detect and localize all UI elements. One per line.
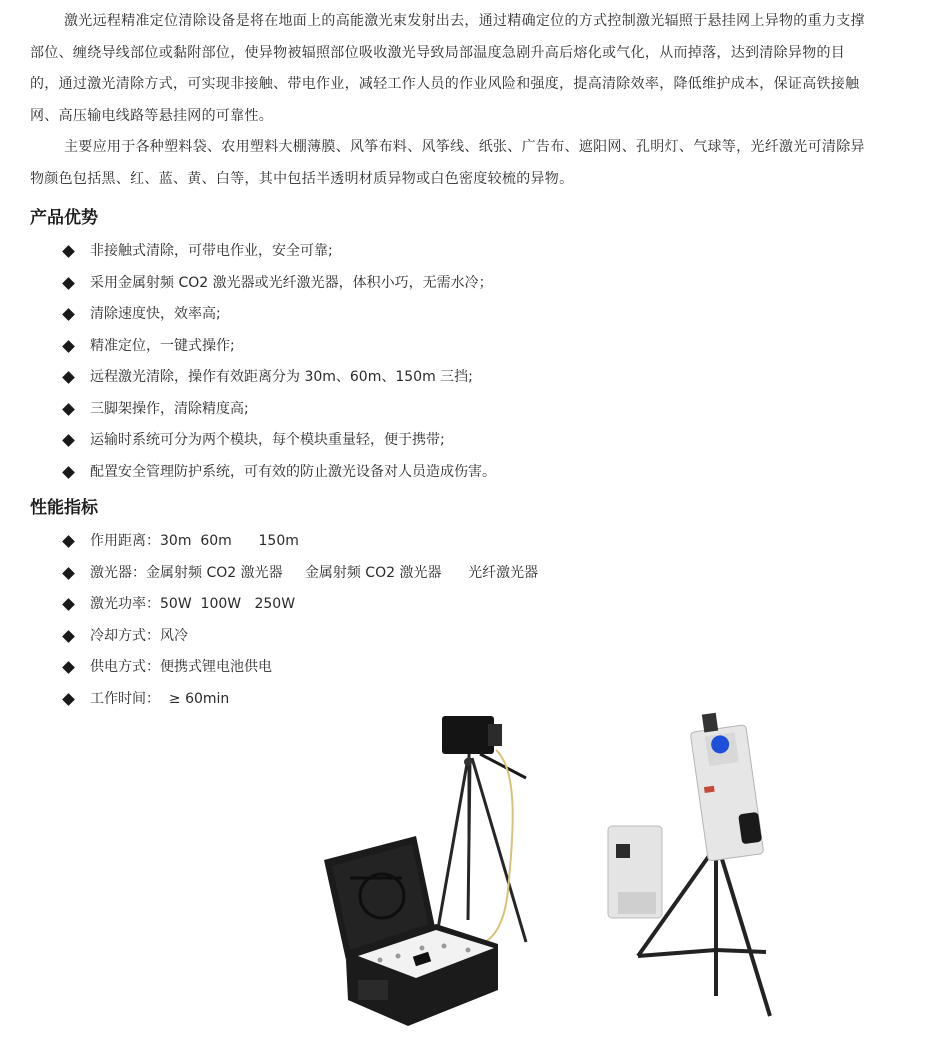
list-item-text: 精准定位，一键式操作; <box>90 337 235 354</box>
intro-paragraph-2: 主要应用于各种塑料袋、农用塑料大棚薄膜、风筝布料、风筝线、纸张、广告布、遮阳网、孔明灯、气球等，光纤激光可清除异物颜色包括黑、红、蓝、黄、白等，其中包括半透明材质异物或白色密度较梳的异物。 <box>30 139 865 187</box>
intro-paragraph-1: 激光远程精准定位清除设备是将在地面上的高能激光束发射出去，通过精确定位的方式控制激光辐照于悬挂网上异物的重力支撑部位、缠绕导线部位或黏附部位，使异物被辐照部位吸收激光导致局部温度急剧升高后熔化或气化，从而掉落，达到清除异物的目的，通过激光清除方式，可实现非接触、带电作业，减轻工作人员的作业风险和强度，提高清除效率，降低维护成本，保证高铁接触网、高压输电线路等悬挂网的可靠性。 <box>30 13 865 124</box>
diamond-bullet-icon <box>62 535 75 548</box>
list-item-text: 工作时间： ≥ 60min <box>90 690 230 707</box>
diamond-bullet-icon <box>62 371 75 384</box>
advantages-heading: 产品优势 <box>30 208 98 228</box>
diamond-bullet-icon <box>62 630 75 643</box>
list-item-text: 非接触式清除，可带电作业，安全可靠; <box>90 243 333 259</box>
list-item-text: 清除速度快，效率高; <box>90 306 221 322</box>
diamond-bullet-icon <box>62 567 75 580</box>
list-item-text: 采用金属射频 CO2 激光器或光纤激光器，体积小巧，无需水冷； <box>90 274 493 291</box>
list-item <box>62 394 496 426</box>
list-item <box>62 425 496 457</box>
diamond-bullet-icon <box>62 403 75 416</box>
diamond-bullet-icon <box>62 277 75 290</box>
list-item <box>62 331 496 363</box>
list-item <box>62 526 538 558</box>
list-item-text: 供电方式：便携式锂电池供电 <box>90 659 272 675</box>
list-item-text: 配置安全管理防护系统，可有效的防止激光设备对人员造成伤害。 <box>90 463 496 480</box>
list-item <box>62 457 496 489</box>
diamond-bullet-icon <box>62 466 75 479</box>
battery-box <box>608 826 662 918</box>
list-item <box>62 362 496 394</box>
diamond-bullet-icon <box>62 434 75 447</box>
list-item-text: 激光功率：50W 100W 250W <box>90 596 296 612</box>
diamond-bullet-icon <box>62 598 75 611</box>
product-photo-case-tripod <box>318 710 550 1028</box>
list-item <box>62 558 538 590</box>
list-item-text: 作用距离：30m 60m 150m <box>90 533 299 549</box>
diamond-bullet-icon <box>62 308 75 321</box>
list-item <box>62 299 496 331</box>
list-item-text: 远程激光清除，操作有效距离分为 30m、60m、150m 三挡; <box>90 369 473 385</box>
specs-list <box>62 526 538 715</box>
list-item-text: 运输时系统可分为两个模块，每个模块重量轻，便于携带; <box>90 432 445 448</box>
list-item-text: 三脚架操作，清除精度高; <box>90 400 249 417</box>
specs-heading: 性能指标 <box>30 498 98 518</box>
advantages-list <box>62 236 496 488</box>
list-item-text: 激光器：金属射频 CO2 激光器 金属射频 CO2 激光器 光纤激光器 <box>90 564 539 581</box>
list-item <box>62 652 538 684</box>
diamond-bullet-icon <box>62 693 75 706</box>
list-item-text: 冷却方式：风冷 <box>90 627 188 644</box>
product-photo-fiber-laser <box>566 696 806 1030</box>
diamond-bullet-icon <box>62 340 75 353</box>
diamond-bullet-icon <box>62 245 75 258</box>
list-item <box>62 621 538 653</box>
list-item <box>62 236 496 268</box>
diamond-bullet-icon <box>62 661 75 674</box>
list-item <box>62 589 538 621</box>
list-item <box>62 268 496 300</box>
